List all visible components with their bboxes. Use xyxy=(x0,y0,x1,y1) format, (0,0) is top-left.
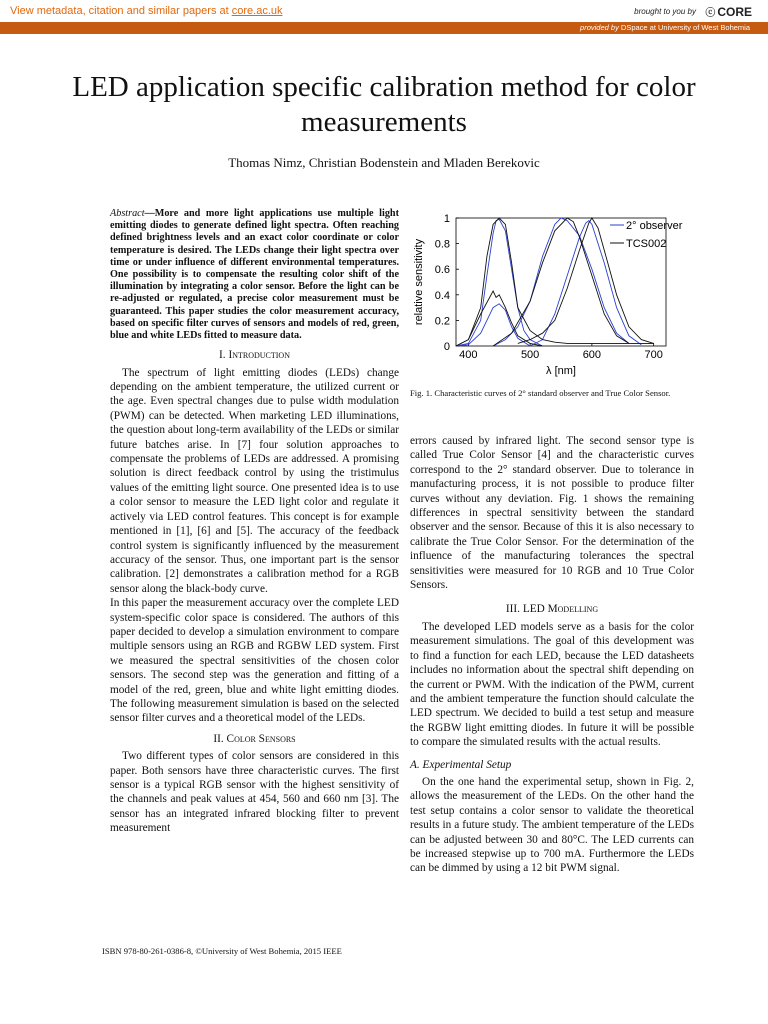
provided-by-label: provided by xyxy=(580,23,619,32)
section-title: LED Modelling xyxy=(522,603,599,616)
x-tick-label: 500 xyxy=(520,349,540,361)
x-tick-label: 700 xyxy=(644,349,663,361)
subsection-heading-setup: A. Experimental Setup xyxy=(410,758,512,771)
setup-paragraph-1: On the one hand the experimental setup, shown in Fig. 2, allows the measurement of the LEDs. On the other hand the test setup contains a color sensor to validate the theoretical results in a future study. The ambient temperature of the LEDs can be adjusted between 30 and 80°C. The LED currents can be increased stepwise up to 700 mA. Furthermore the LEDs can be dimmed by using a 12 bit PWM signal. xyxy=(410,775,694,875)
y-tick-label: 1 xyxy=(443,213,450,225)
section-heading-sensors xyxy=(110,732,399,746)
series-line-observer xyxy=(456,219,543,346)
right-column xyxy=(410,434,694,876)
y-tick-label: 0.4 xyxy=(434,289,450,302)
provider-bar xyxy=(0,22,768,34)
section-heading-intro xyxy=(110,348,399,362)
sensors-paragraph-1: Two different types of color sensors are considered in this paper. Both sensors have three characteristic curves. The first sensor is a typical RGB sensor with the highest sensitivity of the channels and peak values at 454, 560 and 660 nm [3]. The sensor has an integrated infrared blocking filter to prevent measurement xyxy=(110,750,399,835)
provider-text xyxy=(580,23,750,32)
section-title: Introduction xyxy=(228,349,290,362)
x-tick-label: 400 xyxy=(459,349,478,361)
figure-caption: Fig. 1. Characteristic curves of 2° standard observer and True Color Sensor. xyxy=(410,388,671,398)
core-banner xyxy=(0,0,768,22)
core-link-url[interactable]: core.ac.uk xyxy=(231,5,283,17)
author-list: Thomas Nimz, Christian Bodenstein and Mladen Berekovic xyxy=(228,155,540,170)
abstract xyxy=(110,208,399,342)
core-link-text: View metadata, citation and similar papers at xyxy=(10,5,232,17)
abstract-text: —More and more light applications use multiple light emitting diodes to generate defined light spectra. Often reaching defined brightness levels and an exact color coordinate or color temperature is desired. The LEDs change their light spectra over time or under influence of different environmental temperatures. One possibility is to compensate the resulting color shift of the illumination by integrating a color sensor. Before the light can be re-adjusted or regulated, a precise color measurement must be guaranteed. This paper studies the color measurement accuracy, based on specific filter curves of sensors and models of red, green, blue and white LEDs fitted to measure data. xyxy=(110,208,399,342)
section-title: Color Sensors xyxy=(226,732,296,745)
led-paragraph-1: The developed LED models serve as a basis for the color measurement simulations. The goal of this development was to find a function for each LED, because the LED datasheets includes no information about the spectral shift depending on the current or PWM. With the indication of the PWM, current and the ambient temperature the function should calculate the LED spectrum. We decided to build a test setup and measure the RGBW light emitting diodes. In future it will be possible to compare the simulated results with the actual results. xyxy=(410,620,694,749)
x-axis-label: λ [nm] xyxy=(546,365,576,377)
abstract-label: Abstract xyxy=(110,208,145,219)
core-metadata-link[interactable] xyxy=(10,5,283,17)
legend-entry: TCS002 xyxy=(626,238,667,250)
y-tick-label: 0.8 xyxy=(434,238,450,251)
y-tick-label: 0 xyxy=(443,341,450,353)
series-line-observer xyxy=(530,221,641,346)
left-column xyxy=(110,208,399,836)
y-tick-label: 0.2 xyxy=(434,315,450,328)
intro-paragraph-2: In this paper the measurement accuracy over the complete LED system-specific color space is considered. The authors of this paper decided to develop a simulation environment to compare multiple sensors using an RGB and RGBW LED system. First we measured the spectral sensitivities of the chosen color sensors. The second step was the generation and fitting of a model of the red, green, blue and white light emitting diodes. The following measurement simulation is based on the selected sensor filter curves and a theoretical model of the LEDs. xyxy=(110,597,399,725)
core-logo-icon: ⓒ xyxy=(705,8,716,19)
sensors-paragraph-2: errors caused by infrared light. The second sensor type is called True Color Sensor [4] and the characteristic curves correspond to the 2° standard observer. Due to tolerance in manufacturing process, it is not possible to produce filter curves without any deviation. Fig. 1 shows the remaining differences in spectral sensitivity between the standard observer and the sensor. Because of this it is also necessary to calibrate the True Color Sensor. For the determination of the influence of the manufacturing tolerances the spectral sensitivities were measured for 10 RGB and 10 True Color Sensors. xyxy=(410,435,694,592)
page-footer: ISBN 978-80-261-0386-8, ©University of West Bohemia, 2015 IEEE xyxy=(102,946,342,956)
provider-name: DSpace at University of West Bohemia xyxy=(618,23,750,32)
legend-entry: 2° observer xyxy=(626,220,683,232)
series-line-tcs002 xyxy=(518,218,654,343)
series-line-tcs002 xyxy=(456,291,543,346)
section-number: II. xyxy=(213,732,227,745)
intro-paragraph-1: The spectrum of light emitting diodes (LEDs) change depending on the ambient temperature, the utilized current or the age. Even spectral changes due to pulse width modulation (PWM) can be detected. When marketing LED illuminations, the question about long-term availability of the LEDs or similar future batches arise. In [7] four solution approaches to compensate the problems of LEDs are addressed. A promising solution is direct feedback control by using the tristimulus values of the emitting light source. One presented idea is to use a color sensor to measure the LED light color and regulate it actively via LED control features. This concept is for example mentioned in [1], [6] and [5]. The accuracy of the feedback control system is significantly influenced by the measurement accuracy of the sensor. Thus, one important part is the sensor calibration. [2] demonstrates a calibration method for a RGB sensor along the black-body curve. xyxy=(110,366,399,595)
core-logo[interactable] xyxy=(705,4,752,19)
core-brought-text: brought to you by xyxy=(634,7,696,16)
y-tick-label: 0.6 xyxy=(434,264,450,277)
y-axis-label: relative sensitivity xyxy=(413,238,425,326)
figure-1-chart xyxy=(410,210,700,380)
section-number: I. xyxy=(219,349,229,362)
section-number: III. xyxy=(505,603,523,616)
core-logo-text: CORE xyxy=(717,5,752,19)
section-heading-led xyxy=(410,602,694,616)
x-tick-label: 600 xyxy=(582,349,602,361)
paper-title: LED application specific calibration method for color measurements xyxy=(72,71,696,138)
